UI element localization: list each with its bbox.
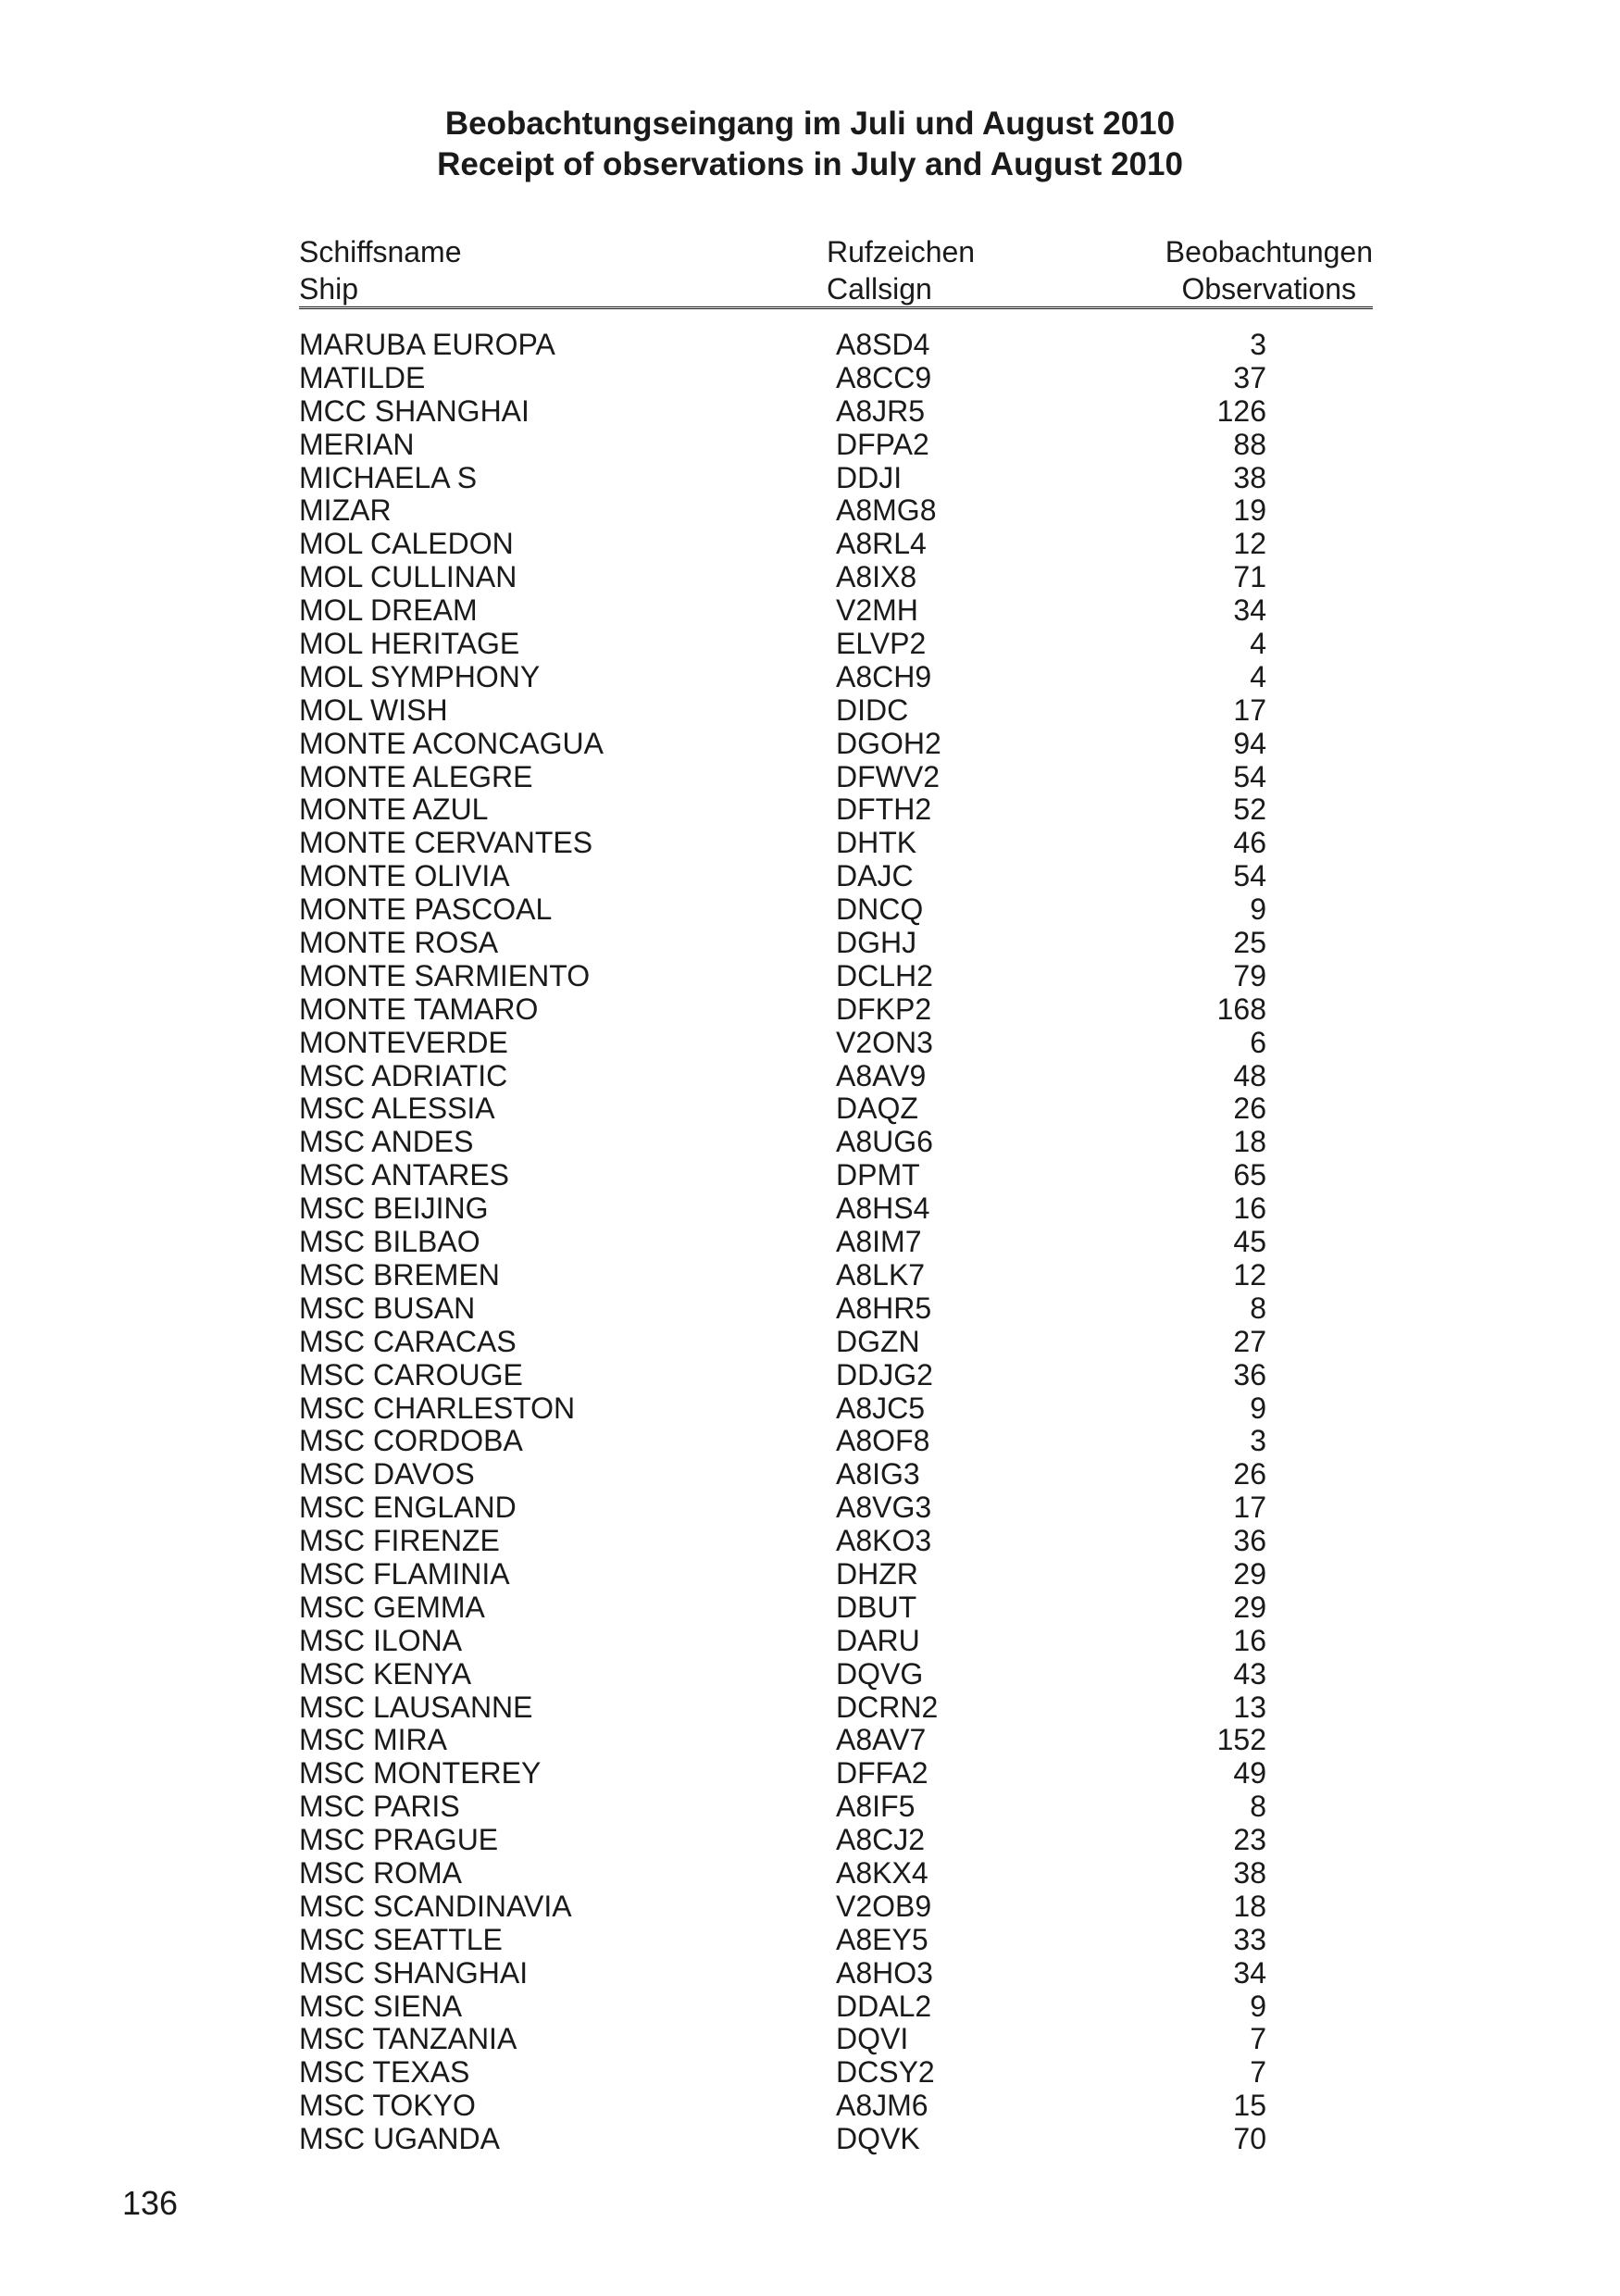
callsign: A8RL4 (836, 527, 927, 561)
observation-count: 34 (1233, 1955, 1266, 1990)
table-row (299, 1258, 1373, 1292)
callsign: DCLH2 (836, 958, 933, 992)
table-row (299, 1890, 1373, 1923)
callsign: A8HO3 (836, 1955, 933, 1990)
ship-name: MSC MIRA (299, 1723, 447, 1757)
table-row (299, 1358, 1373, 1391)
callsign: A8IG3 (836, 1457, 920, 1491)
callsign: A8HS4 (836, 1192, 930, 1226)
table-row (299, 1524, 1373, 1557)
observation-count: 79 (1233, 958, 1266, 992)
callsign: A8IM7 (836, 1225, 922, 1259)
observation-count: 15 (1233, 2089, 1266, 2123)
callsign: A8UG6 (836, 1125, 933, 1159)
callsign: A8SD4 (836, 328, 930, 361)
observation-count: 38 (1233, 1855, 1266, 1890)
ship-name: MSC SHANGHAI (299, 1955, 529, 1990)
observation-count: 126 (1216, 393, 1266, 428)
table-row (299, 1657, 1373, 1691)
table-row (299, 1591, 1373, 1624)
callsign: A8VG3 (836, 1491, 932, 1525)
ship-name: MOL DREAM (299, 593, 478, 628)
ship-name: MSC ENGLAND (299, 1491, 517, 1525)
callsign: DFKP2 (836, 992, 932, 1026)
observation-count: 6 (1250, 1025, 1266, 1059)
ship-name: MIZAR (299, 493, 392, 528)
observation-count: 70 (1233, 2122, 1266, 2156)
table-row (299, 2055, 1373, 2089)
table-row (299, 1856, 1373, 1890)
table-row (299, 1192, 1373, 1225)
ship-name: MSC SCANDINAVIA (299, 1889, 572, 1923)
callsign: A8EY5 (836, 1922, 928, 1956)
header-callsign-de: Rufzeichen (827, 235, 976, 268)
observation-count: 54 (1233, 759, 1266, 793)
callsign: DCRN2 (836, 1690, 939, 1724)
observation-count: 7 (1250, 2055, 1266, 2090)
observation-count: 34 (1233, 593, 1266, 628)
ship-name: MSC TOKYO (299, 2089, 476, 2123)
observation-count: 88 (1233, 427, 1266, 461)
observation-count: 9 (1250, 1989, 1266, 2023)
observation-count: 8 (1250, 1291, 1266, 1325)
table-row (299, 1125, 1373, 1158)
callsign: A8LK7 (836, 1257, 926, 1292)
callsign: A8AV9 (836, 1058, 927, 1092)
callsign: A8JC5 (836, 1391, 926, 1425)
observation-count: 26 (1233, 1457, 1266, 1491)
ship-name: MCC SHANGHAI (299, 393, 530, 428)
header-observations-en: Observations (1181, 272, 1356, 306)
ship-name: MSC PARIS (299, 1790, 460, 1824)
table-row (299, 461, 1373, 494)
table-row (299, 361, 1373, 394)
table-row (299, 1026, 1373, 1059)
table-row (299, 1990, 1373, 2023)
table-row (299, 926, 1373, 959)
table-row (299, 1092, 1373, 1125)
table-row (299, 959, 1373, 992)
observation-count: 45 (1233, 1225, 1266, 1259)
ship-name: MSC ILONA (299, 1623, 463, 1657)
ship-name: MSC ADRIATIC (299, 1058, 508, 1092)
header-row-german (299, 233, 1373, 270)
ship-name: MSC MONTEREY (299, 1756, 542, 1791)
ship-name: MONTE ROSA (299, 926, 499, 960)
callsign: A8CJ2 (836, 1823, 926, 1857)
callsign: DFWV2 (836, 759, 940, 793)
ship-name: MSC UGANDA (299, 2122, 500, 2156)
observation-count: 152 (1216, 1723, 1266, 1757)
ship-name: MSC ALESSIA (299, 1092, 495, 1126)
callsign: DGOH2 (836, 726, 941, 760)
observation-count: 52 (1233, 792, 1266, 827)
ship-name: MSC LAUSANNE (299, 1690, 533, 1724)
table-row (299, 727, 1373, 760)
table-row (299, 826, 1373, 859)
table-row (299, 1956, 1373, 1990)
callsign: DFPA2 (836, 427, 929, 461)
table-row (299, 593, 1373, 627)
ship-name: MONTE TAMARO (299, 992, 539, 1026)
callsign: A8KO3 (836, 1524, 932, 1558)
observation-count: 23 (1233, 1823, 1266, 1857)
observation-count: 17 (1233, 693, 1266, 727)
ship-name: MONTE ALEGRE (299, 759, 533, 793)
ship-name: MOL SYMPHONY (299, 659, 541, 693)
table-row (299, 1624, 1373, 1657)
observation-count: 29 (1233, 1590, 1266, 1624)
table-row (299, 1325, 1373, 1358)
callsign: DDJG2 (836, 1357, 933, 1391)
observation-count: 16 (1233, 1623, 1266, 1657)
ship-name: MOL WISH (299, 693, 448, 727)
observation-count: 3 (1250, 328, 1266, 361)
ship-name: MSC GEMMA (299, 1590, 485, 1624)
table-row (299, 627, 1373, 660)
callsign: DFTH2 (836, 792, 932, 827)
table-row (299, 1424, 1373, 1457)
callsign: DCSY2 (836, 2055, 935, 2090)
table-row (299, 428, 1373, 461)
callsign: V2ON3 (836, 1025, 933, 1059)
ship-name: MSC KENYA (299, 1656, 472, 1691)
callsign: DBUT (836, 1590, 917, 1624)
ship-name: MSC CORDOBA (299, 1424, 523, 1458)
ship-name: MSC ANTARES (299, 1158, 509, 1192)
callsign: A8CH9 (836, 659, 932, 693)
ship-name: MONTE PASCOAL (299, 892, 553, 927)
table-row (299, 1225, 1373, 1258)
ship-name: MICHAELA S (299, 460, 478, 494)
observation-count: 4 (1250, 627, 1266, 661)
callsign: V2OB9 (836, 1889, 932, 1923)
callsign: A8KX4 (836, 1855, 928, 1890)
header-row-english (299, 270, 1373, 307)
observations-table (299, 233, 1373, 2155)
ship-name: MSC CAROUGE (299, 1357, 523, 1391)
observation-count: 12 (1233, 1257, 1266, 1292)
callsign: DAQZ (836, 1092, 918, 1126)
observation-count: 16 (1233, 1192, 1266, 1226)
table-row (299, 1391, 1373, 1425)
callsign: DHZR (836, 1556, 918, 1591)
table-row (299, 493, 1373, 527)
header-ship-en: Ship (299, 272, 359, 306)
ship-name: MONTE OLIVIA (299, 859, 510, 893)
observation-count: 48 (1233, 1058, 1266, 1092)
table-row (299, 892, 1373, 926)
observation-count: 37 (1233, 360, 1266, 394)
table-row (299, 2122, 1373, 2155)
observation-count: 3 (1250, 1424, 1266, 1458)
callsign: DQVG (836, 1656, 924, 1691)
ship-name: MONTE CERVANTES (299, 826, 593, 860)
title-german: Beobachtungseingang im Juli und August 2010 (444, 106, 1176, 142)
observation-count: 46 (1233, 826, 1266, 860)
ship-name: MSC BUSAN (299, 1291, 476, 1325)
observation-count: 26 (1233, 1092, 1266, 1126)
ship-name: MATILDE (299, 360, 426, 394)
observation-count: 36 (1233, 1524, 1266, 1558)
ship-name: MSC SIENA (299, 1989, 463, 2023)
callsign: A8JR5 (836, 393, 926, 428)
ship-name: MSC BEIJING (299, 1192, 489, 1226)
callsign: ELVP2 (836, 627, 927, 661)
ship-name: MSC CHARLESTON (299, 1391, 576, 1425)
ship-name: MSC FLAMINIA (299, 1556, 510, 1591)
callsign: DQVK (836, 2122, 920, 2156)
observation-count: 36 (1233, 1357, 1266, 1391)
ship-name: MSC BREMEN (299, 1257, 500, 1292)
callsign: A8CC9 (836, 360, 932, 394)
observation-count: 19 (1233, 493, 1266, 528)
observation-count: 4 (1250, 659, 1266, 693)
ship-name: MSC TEXAS (299, 2055, 470, 2090)
callsign: A8IF5 (836, 1790, 916, 1824)
table-row (299, 1691, 1373, 1724)
observation-count: 9 (1250, 1391, 1266, 1425)
table-row (299, 1491, 1373, 1524)
callsign: DARU (836, 1623, 920, 1657)
callsign: V2MH (836, 593, 918, 628)
callsign: DNCQ (836, 892, 924, 927)
table-row (299, 1823, 1373, 1856)
table-row (299, 328, 1373, 361)
callsign: A8AV7 (836, 1723, 927, 1757)
callsign: DQVI (836, 2022, 909, 2056)
table-row (299, 1756, 1373, 1790)
ship-name: MSC ROMA (299, 1855, 462, 1890)
table-row (299, 560, 1373, 593)
observation-count: 54 (1233, 859, 1266, 893)
observation-count: 168 (1216, 992, 1266, 1026)
ship-name: MOL CALEDON (299, 527, 514, 561)
callsign: A8JM6 (836, 2089, 928, 2123)
ship-name: MARUBA EUROPA (299, 328, 555, 361)
ship-name: MSC PRAGUE (299, 1823, 499, 1857)
ship-name: MSC DAVOS (299, 1457, 475, 1491)
table-row (299, 760, 1373, 793)
table-row (299, 2022, 1373, 2055)
callsign: DDAL2 (836, 1989, 932, 2023)
table-row (299, 1457, 1373, 1491)
callsign: A8IX8 (836, 560, 917, 594)
table-row (299, 1790, 1373, 1823)
observation-count: 18 (1233, 1125, 1266, 1159)
observation-count: 9 (1250, 892, 1266, 927)
observation-count: 25 (1233, 926, 1266, 960)
title-block (0, 104, 1620, 185)
table-row (299, 693, 1373, 727)
callsign: A8MG8 (836, 493, 937, 528)
table-body (299, 328, 1373, 2155)
header-callsign-en: Callsign (827, 272, 932, 306)
observation-count: 7 (1250, 2022, 1266, 2056)
ship-name: MSC FIRENZE (299, 1524, 500, 1558)
observation-count: 13 (1233, 1690, 1266, 1724)
header-observations-de: Beobachtungen (1165, 235, 1373, 268)
observation-count: 33 (1233, 1922, 1266, 1956)
observation-count: 38 (1233, 460, 1266, 494)
table-row (299, 1158, 1373, 1192)
ship-name: MONTEVERDE (299, 1025, 508, 1059)
table-row (299, 859, 1373, 892)
ship-name: MSC BILBAO (299, 1225, 480, 1259)
table-row (299, 660, 1373, 693)
callsign: DGZN (836, 1324, 920, 1358)
ship-name: MSC CARACAS (299, 1324, 517, 1358)
table-row (299, 1723, 1373, 1756)
observation-count: 17 (1233, 1491, 1266, 1525)
ship-name: MSC ANDES (299, 1125, 474, 1159)
observation-count: 27 (1233, 1324, 1266, 1358)
ship-name: MSC TANZANIA (299, 2022, 517, 2056)
table-row (299, 394, 1373, 428)
ship-name: MONTE ACONCAGUA (299, 726, 604, 760)
observation-count: 49 (1233, 1756, 1266, 1791)
observation-count: 29 (1233, 1556, 1266, 1591)
table-row (299, 1557, 1373, 1591)
table-header (299, 233, 1373, 309)
ship-name: MONTE SARMIENTO (299, 958, 591, 992)
callsign: DHTK (836, 826, 917, 860)
observation-count: 71 (1233, 560, 1266, 594)
callsign: DIDC (836, 693, 909, 727)
observation-count: 43 (1233, 1656, 1266, 1691)
observation-count: 65 (1233, 1158, 1266, 1192)
callsign: DFFA2 (836, 1756, 928, 1791)
observation-count: 18 (1233, 1889, 1266, 1923)
title-english: Receipt of observations in July and August 2010 (437, 146, 1183, 182)
callsign: A8HR5 (836, 1291, 932, 1325)
ship-name: MONTE AZUL (299, 792, 489, 827)
table-row (299, 1059, 1373, 1092)
ship-name: MSC SEATTLE (299, 1922, 503, 1956)
table-row (299, 2089, 1373, 2122)
table-row (299, 1292, 1373, 1325)
observation-count: 12 (1233, 527, 1266, 561)
table-row (299, 792, 1373, 826)
observation-count: 94 (1233, 726, 1266, 760)
header-ship-de: Schiffsname (299, 235, 462, 268)
callsign: A8OF8 (836, 1424, 930, 1458)
table-row (299, 527, 1373, 560)
callsign: DPMT (836, 1158, 920, 1192)
ship-name: MOL CULLINAN (299, 560, 517, 594)
page-number: 136 (122, 2184, 179, 2222)
ship-name: MERIAN (299, 427, 415, 461)
callsign: DDJI (836, 460, 903, 494)
callsign: DGHJ (836, 926, 917, 960)
callsign: DAJC (836, 859, 914, 893)
ship-name: MOL HERITAGE (299, 627, 520, 661)
table-row (299, 992, 1373, 1026)
observation-count: 8 (1250, 1790, 1266, 1824)
table-row (299, 1923, 1373, 1956)
